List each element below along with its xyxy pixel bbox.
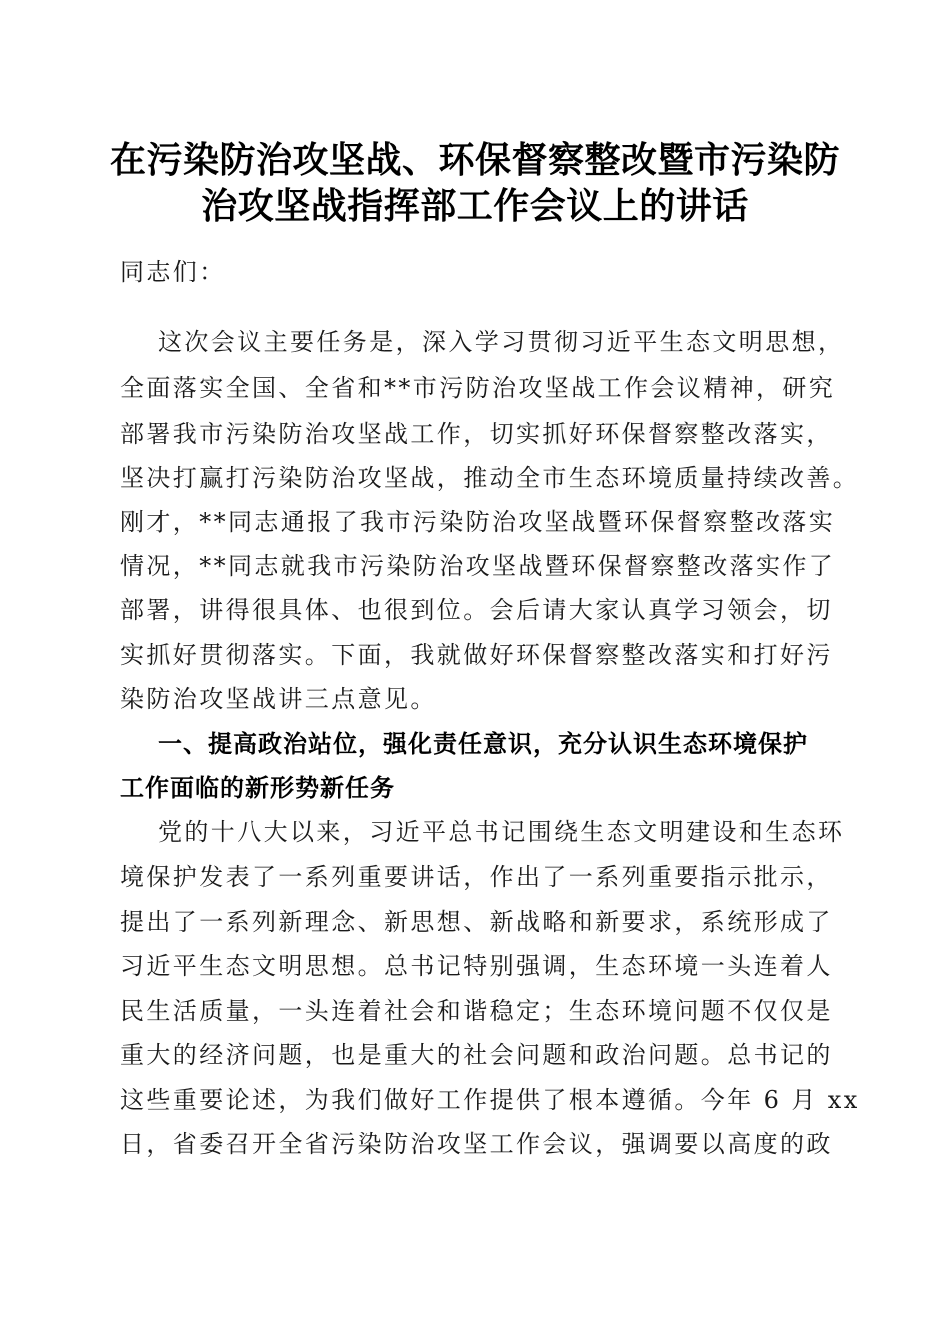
intro-line: 染防治攻坚战讲三点意见。 xyxy=(120,685,437,713)
intro-line: 实抓好贯彻落实。下面，我就做好环保督察整改落实和打好污 xyxy=(120,641,833,669)
section-1-line: 日，省委召开全省污染防治攻坚工作会议，强调要以高度的政 xyxy=(120,1130,833,1158)
section-1-line: 党的十八大以来，习近平总书记围绕生态文明建设和生态环 xyxy=(158,818,845,846)
intro-line: 这次会议主要任务是，深入学习贯彻习近平生态文明思想， xyxy=(158,328,845,356)
intro-line: 刚才，**同志通报了我市污染防治攻坚战暨环保督察整改落实 xyxy=(120,508,836,536)
section-1-line: 重大的经济问题，也是重大的社会问题和政治问题。总书记的 xyxy=(120,1041,833,1069)
document-title-line-1: 在污染防治攻坚战、环保督察整改暨市污染防 xyxy=(109,139,840,181)
section-1-line: 这些重要论述，为我们做好工作提供了根本遵循。今年 6 月 xx xyxy=(120,1086,860,1114)
intro-line: 情况，**同志就我市污染防治攻坚战暨环保督察整改落实作了 xyxy=(120,552,836,580)
section-1-heading-line-2: 工作面临的新形势新任务 xyxy=(120,774,395,802)
section-1-heading-line-1: 一、提高政治站位，强化责任意识，充分认识生态环境保护 xyxy=(158,730,808,758)
intro-line: 坚决打赢打污染防治攻坚战，推动全市生态环境质量持续改善。 xyxy=(120,464,860,492)
document-title-line-2: 治攻坚战指挥部工作会议上的讲话 xyxy=(201,185,749,227)
section-1-line: 民生活质量，一头连着社会和谐稳定；生态环境问题不仅仅是 xyxy=(120,997,833,1025)
intro-line: 部署，讲得很具体、也很到位。会后请大家认真学习领会，切 xyxy=(120,596,833,624)
section-1-line: 境保护发表了一系列重要讲话，作出了一系列重要指示批示， xyxy=(120,863,833,891)
salutation: 同志们： xyxy=(120,258,226,286)
section-1-line: 提出了一系列新理念、新思想、新战略和新要求，系统形成了 xyxy=(120,908,833,936)
section-1-line: 习近平生态文明思想。总书记特别强调，生态环境一头连着人 xyxy=(120,952,833,980)
intro-line: 部署我市污染防治攻坚战工作，切实抓好环保督察整改落实， xyxy=(120,420,833,448)
intro-line: 全面落实全国、全省和**市污防治攻坚战工作会议精神，研究 xyxy=(120,374,836,402)
